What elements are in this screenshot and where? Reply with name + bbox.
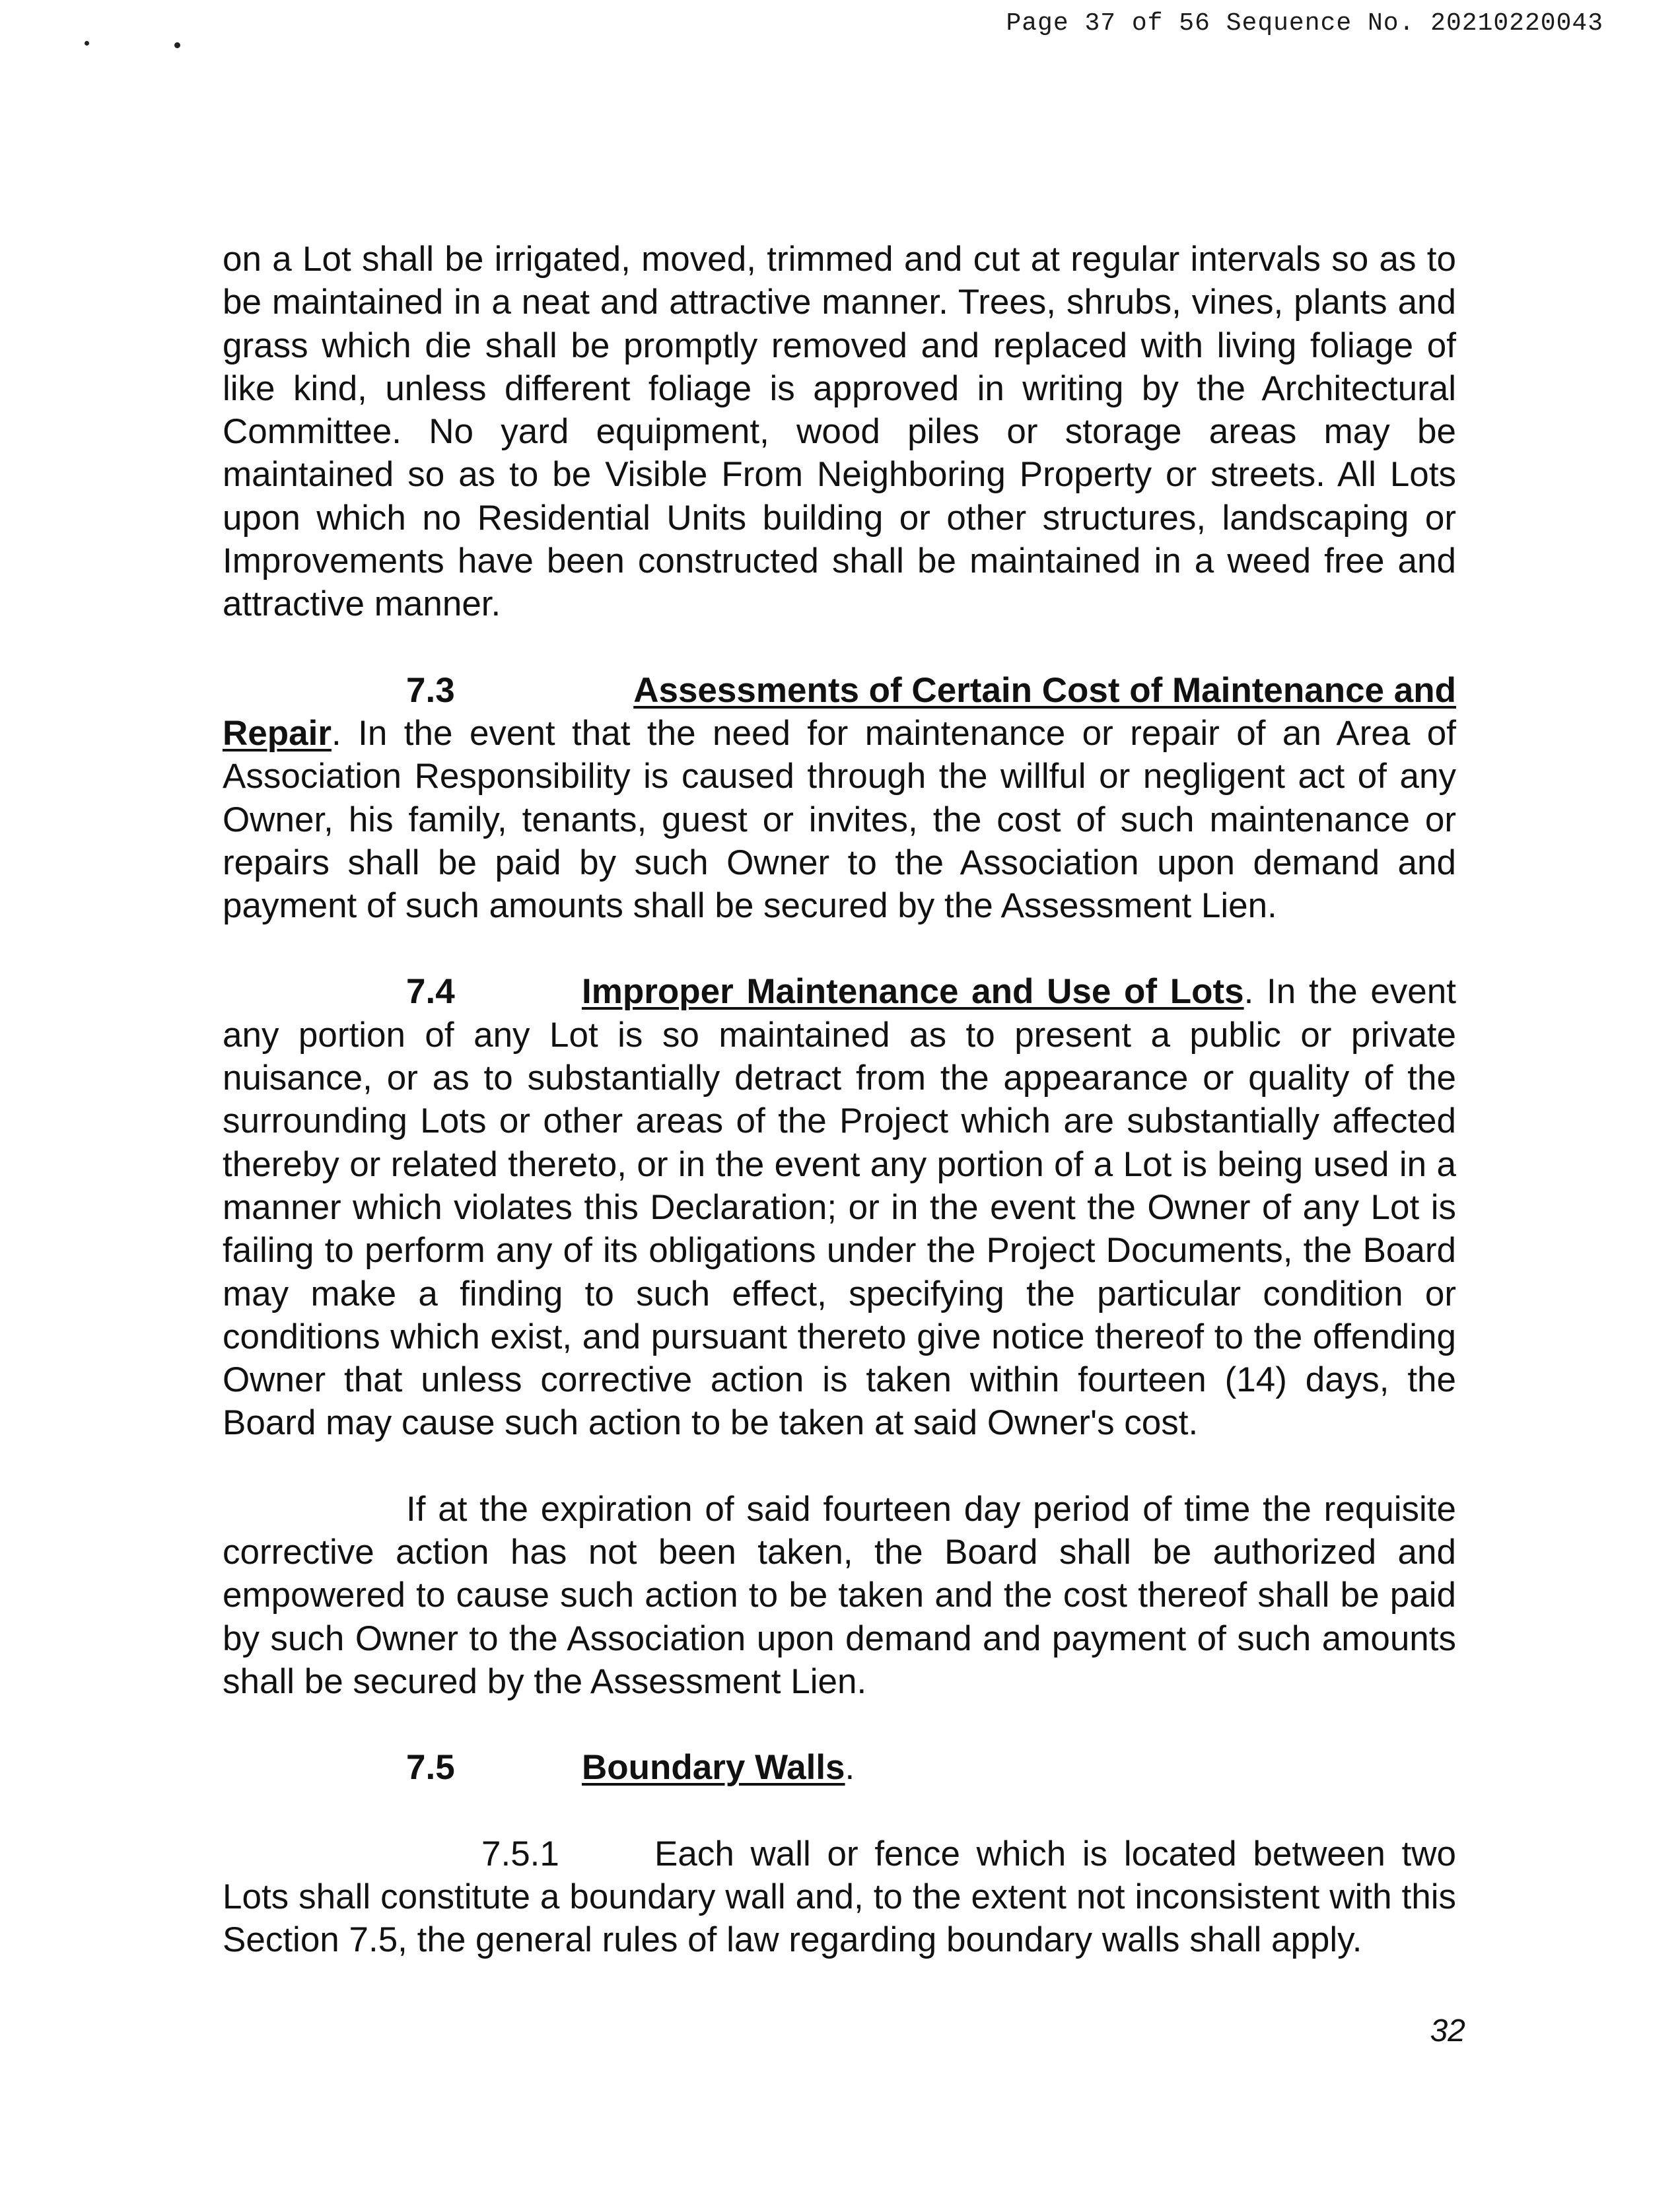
section-title: Assessments of Certain Cost of Maintenance and bbox=[633, 670, 1456, 710]
section-title: Boundary Walls bbox=[582, 1748, 845, 1788]
section-number: 7.5 bbox=[406, 1748, 455, 1788]
section-7-5-heading bbox=[223, 1746, 1456, 1789]
section-body: . In the event any portion of any Lot is so maintained as to present a public or private nuisance, or as to substantially detract from the appearance or quality of the surrounding Lots or other areas of the Project which are substantially affected thereby or related thereto, or in the event any portion of a Lot is being used in a manner which violates this Declaration; or in the event the Owner of any Lot is failing to perform any of its obligations under the Project Documents, the Board may make a finding to such effect, specifying the particular condition or conditions which exist, and pursuant thereto give notice thereof to the offending Owner that unless corrective action is taken within fourteen (14) days, the Board may cause such action to be taken at said Owner's cost. bbox=[223, 972, 1456, 1443]
document-body bbox=[223, 238, 1456, 1961]
section-7-3-heading bbox=[223, 669, 1456, 712]
paragraph-expiration: If at the expiration of said fourteen day period of time the requisite corrective action has not been taken, the Board shall be authorized and empowered to cause such action to be taken and the cost thereof shall be paid by such Owner to the Association upon demand and payment of such amounts shall be secured by the Assessment Lien. bbox=[223, 1489, 1456, 1701]
page-header: Page 37 of 56 Sequence No. 20210220043 bbox=[1006, 9, 1603, 38]
section-period: . bbox=[845, 1748, 855, 1788]
section-title-continued: Repair bbox=[223, 713, 332, 753]
section-7-5-1 bbox=[223, 1832, 1456, 1962]
section-7-3 bbox=[223, 669, 1456, 928]
section-title: Improper Maintenance and Use of Lots bbox=[582, 972, 1244, 1012]
paragraph-continuation: on a Lot shall be irrigated, moved, trimmed and cut at regular intervals so as to be maintained in a neat and attractive manner. Trees, shrubs, vines, plants and grass which die shall be promptly removed and replaced with living foliage of like kind, unless different foliage is approved in writing by the Architectural Committee. No yard equipment, wood piles or storage areas may be maintained so as to be Visible From Neighboring Property or streets. All Lots upon which no Residential Units building or other structures, landscaping or Improvements have been constructed shall be maintained in a weed free and attractive manner. bbox=[223, 240, 1456, 624]
subsection-number: 7.5.1 bbox=[481, 1834, 559, 1873]
scan-speck bbox=[85, 41, 89, 46]
subsection-body: Each wall or fence which is located between two Lots shall constitute a boundary wall and, to the extent not inconsistent with this Section 7.5, the general rules of law regarding boundary walls shall apply. bbox=[223, 1834, 1456, 1960]
section-number: 7.4 bbox=[406, 972, 455, 1012]
section-number: 7.3 bbox=[406, 670, 455, 710]
section-7-4 bbox=[223, 970, 1456, 1444]
page-number: 32 bbox=[1430, 2013, 1465, 2048]
section-body: . In the event that the need for maintenance or repair of an Area of Association Responsibility is caused through the willful or negligent act of any Owner, his family, tenants, guest or invites, the cost of such maintenance or repairs shall be paid by such Owner to the Association upon demand and payment of such amounts shall be secured by the Assessment Lien. bbox=[223, 713, 1456, 926]
section-7-3-text bbox=[223, 712, 1456, 927]
scan-speck bbox=[174, 42, 180, 48]
